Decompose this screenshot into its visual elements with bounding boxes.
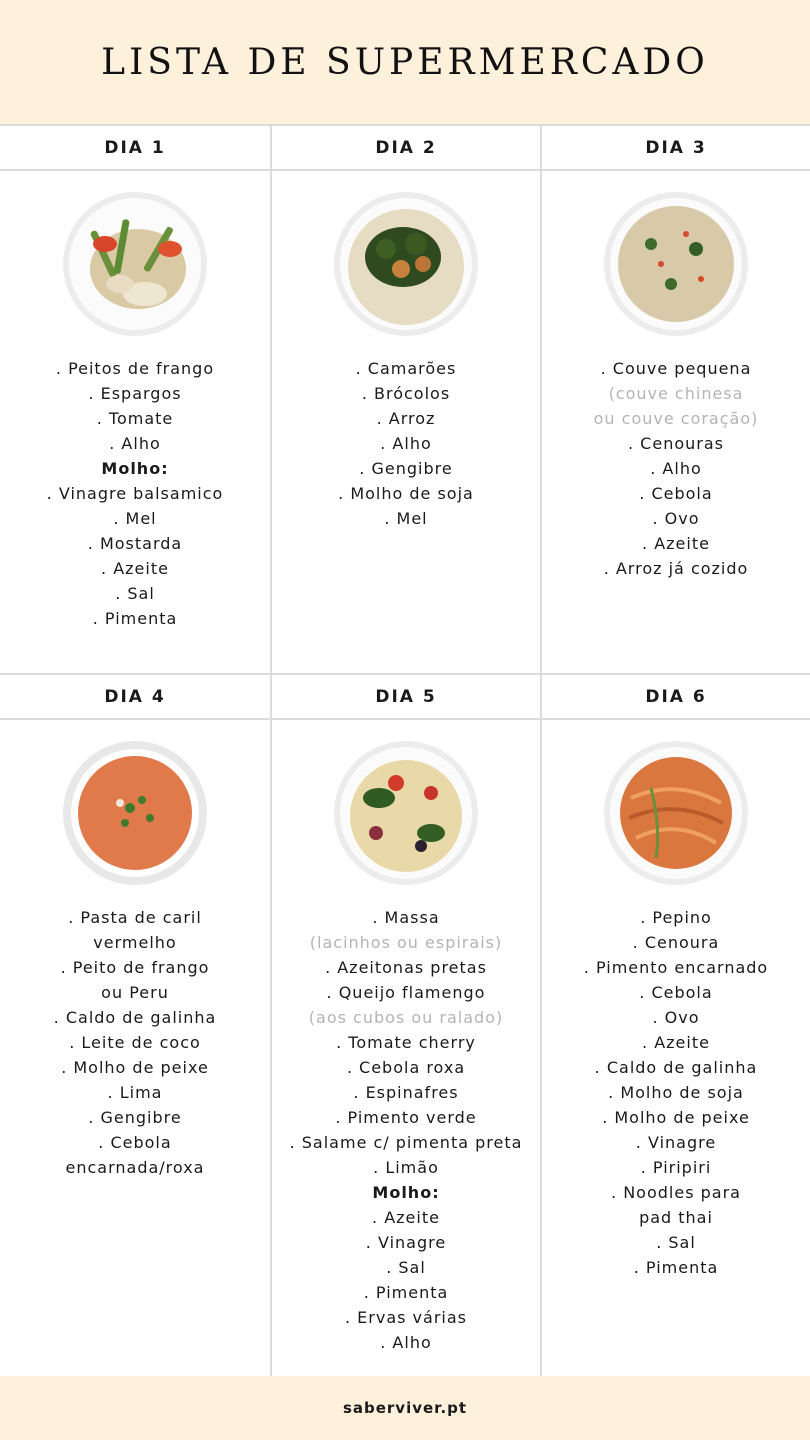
day-column: [270, 675, 540, 1378]
ingredient-item: . Alho: [380, 1333, 432, 1352]
ingredient-list: [542, 356, 810, 581]
day-label: DIA 3: [542, 126, 810, 171]
ingredient-item: . Ervas várias: [345, 1308, 467, 1327]
sauce-heading: Molho:: [372, 1183, 440, 1202]
day-label: DIA 5: [272, 675, 540, 720]
ingredient-item: . Pimento encarnado: [583, 958, 769, 977]
curry-soup-bowl-icon: [60, 738, 210, 888]
ingredient-item: . Vinagre: [635, 1133, 717, 1152]
ingredient-item: . Cenoura: [632, 933, 720, 952]
page-title: LISTA DE SUPERMERCADO: [101, 41, 709, 83]
ingredient-item: . Pimenta: [92, 609, 178, 628]
ingredient-item: . Vinagre: [365, 1233, 447, 1252]
ingredient-item: pad thai: [639, 1208, 713, 1227]
ingredient-item: . Limão: [373, 1158, 439, 1177]
dish-photo: [272, 720, 540, 905]
ingredient-list: [272, 905, 540, 1355]
ingredient-item: . Couve pequena: [600, 359, 752, 378]
ingredient-item: . Ovo: [652, 509, 700, 528]
day-label: DIA 6: [542, 675, 810, 720]
ingredient-list: [0, 905, 270, 1180]
ingredient-item: . Cebola: [639, 484, 713, 503]
ingredient-item: . Pasta de caril: [68, 908, 202, 927]
sauce-heading: Molho:: [101, 459, 169, 478]
ingredient-item: encarnada/roxa: [65, 1158, 205, 1177]
ingredient-list: [542, 905, 810, 1280]
ingredient-item: . Alho: [650, 459, 702, 478]
grid-row: [0, 673, 810, 1378]
ingredient-item: . Azeite: [642, 1033, 710, 1052]
page-header: [0, 0, 810, 124]
day-label: DIA 4: [0, 675, 270, 720]
ingredient-item: . Cebola: [98, 1133, 172, 1152]
ingredient-item: . Cebola: [639, 983, 713, 1002]
ingredient-item: . Caldo de galinha: [594, 1058, 758, 1077]
ingredient-note: (couve chinesa: [608, 384, 744, 403]
meal-grid: [0, 124, 810, 1376]
page-footer: [0, 1376, 810, 1440]
ingredient-item: . Pimenta: [633, 1258, 719, 1277]
ingredient-item: . Tomate: [96, 409, 174, 428]
dish-photo: [0, 171, 270, 356]
ingredient-item: . Mostarda: [87, 534, 183, 553]
ingredient-item: . Azeite: [101, 559, 169, 578]
ingredient-item: . Alho: [109, 434, 161, 453]
day-column: [540, 675, 810, 1378]
ingredient-item: . Azeitonas pretas: [325, 958, 487, 977]
ingredient-item: vermelho: [93, 933, 177, 952]
site-name: saberviver.pt: [342, 1399, 468, 1417]
ingredient-item: . Leite de coco: [69, 1033, 201, 1052]
dish-photo: [0, 720, 270, 905]
ingredient-item: . Ovo: [652, 1008, 700, 1027]
ingredient-item: . Molho de peixe: [61, 1058, 209, 1077]
ingredient-item: . Piripiri: [640, 1158, 712, 1177]
dish-photo: [272, 171, 540, 356]
ingredient-note: ou couve coração): [593, 409, 759, 428]
day-column: [270, 126, 540, 673]
ingredient-item: . Salame c/ pimenta preta: [289, 1133, 523, 1152]
ingredient-item: . Mel: [384, 509, 428, 528]
ingredient-item: . Pimenta: [363, 1283, 449, 1302]
ingredient-item: . Peitos de frango: [55, 359, 215, 378]
ingredient-list: [272, 356, 540, 531]
dish-photo: [542, 720, 810, 905]
day-column: [0, 126, 270, 673]
ingredient-item: . Noodles para: [611, 1183, 741, 1202]
ingredient-item: . Mel: [113, 509, 157, 528]
ingredient-note: (aos cubos ou ralado): [308, 1008, 504, 1027]
day-column: [540, 126, 810, 673]
ingredient-item: . Tomate cherry: [336, 1033, 476, 1052]
ingredient-item: . Espinafres: [353, 1083, 459, 1102]
ingredient-item: . Cenouras: [628, 434, 724, 453]
ingredient-item: . Gengibre: [359, 459, 453, 478]
ingredient-item: . Gengibre: [88, 1108, 182, 1127]
chicken-asparagus-plate-icon: [60, 189, 210, 339]
grid-row: [0, 126, 810, 673]
ingredient-item: . Queijo flamengo: [326, 983, 486, 1002]
ingredient-item: . Sal: [115, 584, 155, 603]
day-label: DIA 2: [272, 126, 540, 171]
shrimp-broccoli-rice-plate-icon: [331, 189, 481, 339]
ingredient-item: . Espargos: [88, 384, 182, 403]
ingredient-item: ou Peru: [101, 983, 169, 1002]
ingredient-item: . Molho de peixe: [602, 1108, 750, 1127]
ingredient-item: . Molho de soja: [338, 484, 474, 503]
ingredient-item: . Caldo de galinha: [53, 1008, 217, 1027]
ingredient-item: . Pimento verde: [335, 1108, 477, 1127]
ingredient-item: . Cebola roxa: [346, 1058, 466, 1077]
ingredient-item: . Camarões: [355, 359, 457, 378]
ingredient-item: . Alho: [380, 434, 432, 453]
ingredient-item: . Lima: [107, 1083, 163, 1102]
pad-thai-noodles-plate-icon: [601, 738, 751, 888]
ingredient-item: . Brócolos: [361, 384, 451, 403]
ingredient-item: . Arroz já cozido: [603, 559, 749, 578]
day-column: [0, 675, 270, 1378]
ingredient-note: (lacinhos ou espirais): [309, 933, 503, 952]
fried-rice-plate-icon: [601, 189, 751, 339]
ingredient-item: . Molho de soja: [608, 1083, 744, 1102]
ingredient-item: . Peito de frango: [60, 958, 210, 977]
ingredient-item: . Massa: [372, 908, 440, 927]
ingredient-item: . Azeite: [642, 534, 710, 553]
ingredient-item: . Sal: [656, 1233, 696, 1252]
dish-photo: [542, 171, 810, 356]
pasta-salad-plate-icon: [331, 738, 481, 888]
ingredient-item: . Vinagre balsamico: [46, 484, 224, 503]
ingredient-list: [0, 356, 270, 631]
ingredient-item: . Azeite: [372, 1208, 440, 1227]
ingredient-item: . Arroz: [376, 409, 436, 428]
day-label: DIA 1: [0, 126, 270, 171]
ingredient-item: . Pepino: [640, 908, 712, 927]
ingredient-item: . Sal: [386, 1258, 426, 1277]
